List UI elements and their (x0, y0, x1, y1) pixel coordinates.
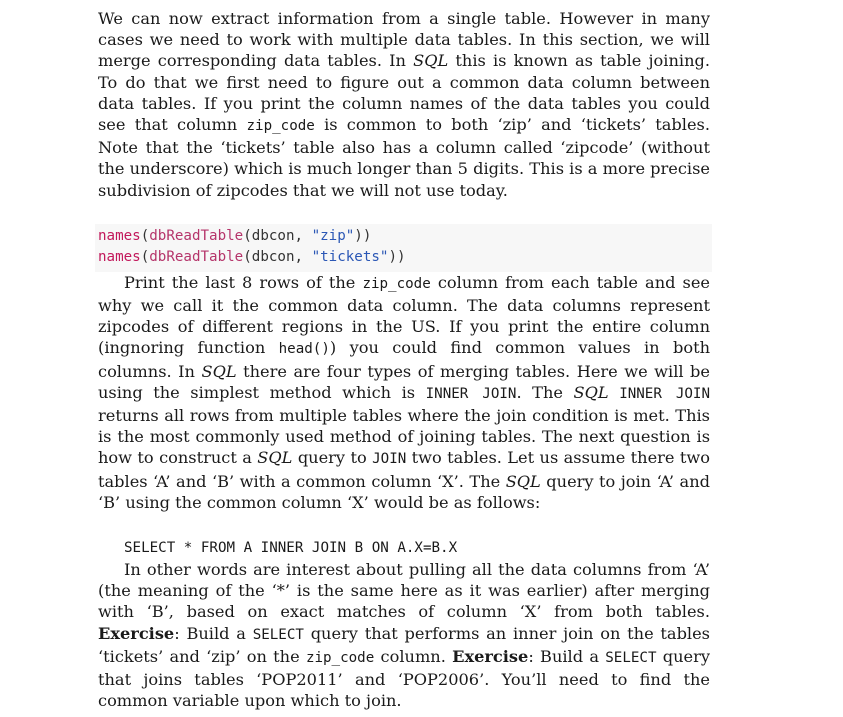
text-span: returns all rows from multiple tables where the join condition is met. This is the most commonly used method of joining tables. The next question is how to construct a (98, 406, 710, 468)
document-page (98, 8, 710, 711)
paragraph-exercises (98, 559, 710, 711)
exercise-label: Exercise (452, 646, 529, 666)
code-line-1 (98, 226, 709, 248)
code-function: names (98, 227, 141, 244)
text-span: query that joins tables ‘POP2011’ and ‘POP2006’. You’ll need to find the common variable upon which to join. (98, 646, 710, 711)
text-span: query that performs an inner join on the tables ‘tickets’ and ‘zip’ on the (98, 623, 710, 666)
sql-query-example: SELECT * FROM A INNER JOIN B ON A.X=B.X (124, 540, 458, 557)
text-span: there are four types of merging tables. Here we will be using the simplest method which is (98, 361, 710, 402)
text-span: : Build a (528, 646, 606, 666)
inline-code: zip_code (362, 275, 431, 292)
text-span: column from each table and see why we call it the common data column. The data columns represent zipcodes of different regions in the US. If you print the entire column (ingnoring function (98, 272, 710, 358)
inline-code: INNER JOIN (619, 385, 711, 402)
code-punctuation: ( (243, 227, 252, 244)
text-span: is common to both ‘zip’ and ‘tickets’ tables. Note that the ‘tickets’ table also has a column called ‘zipcode’ (without the underscore) which is much longer than 5 digits. This is a more precise subdivision of zipcodes that we will not use today. (98, 115, 710, 200)
paragraph-intro (98, 8, 710, 201)
text-span: two tables. Let us assume there two tables ‘A’ and ‘B’ with a common column ‘X’. The (98, 448, 710, 491)
inline-code: zip_code (305, 649, 375, 666)
text-span: column. (374, 646, 453, 666)
text-span: query to (292, 448, 373, 468)
inline-code: JOIN (372, 451, 407, 468)
sql-term: SQL (257, 448, 293, 468)
code-line-2 (98, 247, 709, 269)
code-function: dbReadTable (149, 249, 244, 266)
inline-code: SELECT (252, 626, 304, 643)
text-span: this is known as table joining. To do that we first need to figure out a common data column between data tables. If you print the column names of the data tables you could see that column (98, 51, 710, 135)
inline-code: head() (278, 341, 330, 358)
sql-term: SQL (413, 51, 449, 71)
code-string: "zip" (311, 227, 355, 244)
inline-code: SELECT (605, 649, 657, 666)
paragraph-join-explanation (98, 272, 710, 513)
code-punctuation: ( (243, 249, 252, 266)
inline-code: zip_code (246, 118, 315, 135)
code-punctuation: )) (388, 249, 406, 266)
code-punctuation: )) (354, 227, 372, 244)
sql-term: SQL (505, 471, 541, 491)
code-punctuation: ( (140, 227, 150, 244)
text-span: query to join ‘A’ and ‘B’ using the common column ‘X’ would be as follows: (98, 471, 710, 512)
code-argument: dbcon, (251, 227, 312, 244)
code-function: names (98, 249, 141, 266)
text-span: ) you could find common values in both columns. In (98, 338, 710, 381)
text-span: Print the last 8 rows of the (124, 272, 363, 292)
sql-term: SQL (573, 382, 609, 402)
code-string: "tickets" (311, 249, 389, 266)
text-span (609, 383, 620, 402)
inline-code: INNER JOIN (425, 385, 517, 402)
exercise-label: Exercise (98, 623, 175, 643)
text-span: : Build a (174, 623, 253, 643)
sql-term: SQL (201, 361, 237, 381)
code-function: dbReadTable (149, 227, 244, 244)
r-code-block (95, 224, 712, 272)
text-span: In other words are interest about pulling all the data columns from ‘A’ (the meaning of the ‘*’ is the same here as it was earlier) after merging with ‘B’, based on exact matches of column ‘X’ from both tables. (98, 560, 710, 622)
text-span: . The (516, 382, 574, 402)
text-span: We can now extract information from a single table. However in many cases we need to work with multiple data tables. In this section, we will merge corresponding data tables. In (98, 9, 710, 71)
code-punctuation: ( (140, 249, 150, 266)
code-argument: dbcon, (251, 249, 312, 266)
